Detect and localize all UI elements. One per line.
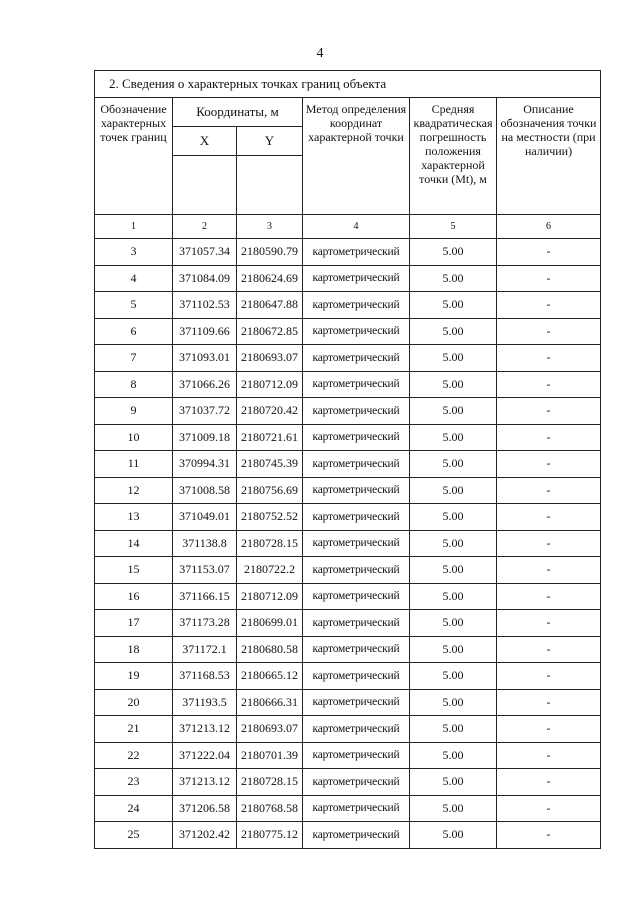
table-body — [95, 239, 601, 849]
point-number: 23 — [95, 769, 173, 796]
point-number: 25 — [95, 822, 173, 849]
accuracy-cell: 5.00 — [410, 610, 497, 637]
coordinate-x: 370994.31 — [173, 451, 237, 478]
accuracy-cell: 5.00 — [410, 557, 497, 584]
accuracy-cell: 5.00 — [410, 398, 497, 425]
coordinate-x: 371066.26 — [173, 371, 237, 398]
table-row — [95, 610, 601, 637]
coordinate-y: 2180728.15 — [237, 530, 303, 557]
point-number: 7 — [95, 345, 173, 372]
point-number: 9 — [95, 398, 173, 425]
coordinate-x: 371084.09 — [173, 265, 237, 292]
table-row — [95, 504, 601, 531]
point-number: 19 — [95, 663, 173, 690]
point-number: 3 — [95, 239, 173, 266]
table-row — [95, 795, 601, 822]
method-cell: картометрический — [303, 345, 410, 372]
point-number: 22 — [95, 742, 173, 769]
description-cell: - — [497, 716, 601, 743]
accuracy-cell: 5.00 — [410, 477, 497, 504]
coordinate-y: 2180699.01 — [237, 610, 303, 637]
coordinate-y: 2180745.39 — [237, 451, 303, 478]
table-row — [95, 557, 601, 584]
column-number: 2 — [173, 215, 237, 239]
point-number: 11 — [95, 451, 173, 478]
coordinate-x: 371037.72 — [173, 398, 237, 425]
method-cell: картометрический — [303, 610, 410, 637]
header-y: Y — [237, 127, 303, 156]
table-row — [95, 636, 601, 663]
header-point: Обозначение характерных точек границ — [95, 98, 173, 215]
coordinate-x: 371166.15 — [173, 583, 237, 610]
table-row — [95, 716, 601, 743]
point-number: 14 — [95, 530, 173, 557]
coordinate-x: 371109.66 — [173, 318, 237, 345]
description-cell: - — [497, 239, 601, 266]
method-cell: картометрический — [303, 398, 410, 425]
method-cell: картометрический — [303, 716, 410, 743]
method-cell: картометрический — [303, 451, 410, 478]
header-x-spacer — [173, 156, 237, 215]
method-cell: картометрический — [303, 583, 410, 610]
column-number-row — [95, 215, 601, 239]
description-cell: - — [497, 265, 601, 292]
coordinate-y: 2180624.69 — [237, 265, 303, 292]
table-row — [95, 398, 601, 425]
point-number: 13 — [95, 504, 173, 531]
accuracy-cell: 5.00 — [410, 795, 497, 822]
accuracy-cell: 5.00 — [410, 636, 497, 663]
coordinate-x: 371193.5 — [173, 689, 237, 716]
column-number: 6 — [497, 215, 601, 239]
coordinate-x: 371008.58 — [173, 477, 237, 504]
page-number: 4 — [316, 46, 324, 61]
coordinate-y: 2180693.07 — [237, 345, 303, 372]
table-row — [95, 345, 601, 372]
coordinate-x: 371206.58 — [173, 795, 237, 822]
header-x: X — [173, 127, 237, 156]
coordinate-y: 2180712.09 — [237, 583, 303, 610]
point-number: 5 — [95, 292, 173, 319]
method-cell: картометрический — [303, 795, 410, 822]
method-cell: картометрический — [303, 292, 410, 319]
point-number: 8 — [95, 371, 173, 398]
table-row — [95, 371, 601, 398]
accuracy-cell: 5.00 — [410, 292, 497, 319]
method-cell: картометрический — [303, 663, 410, 690]
accuracy-cell: 5.00 — [410, 663, 497, 690]
table-row — [95, 265, 601, 292]
accuracy-cell: 5.00 — [410, 318, 497, 345]
description-cell: - — [497, 318, 601, 345]
method-cell: картометрический — [303, 477, 410, 504]
coordinate-y: 2180728.15 — [237, 769, 303, 796]
table-row — [95, 663, 601, 690]
description-cell: - — [497, 769, 601, 796]
point-number: 24 — [95, 795, 173, 822]
accuracy-cell: 5.00 — [410, 769, 497, 796]
coordinate-x: 371222.04 — [173, 742, 237, 769]
description-cell: - — [497, 822, 601, 849]
table-row — [95, 769, 601, 796]
header-description: Описание обозначения точки на местности (при наличии) — [497, 98, 601, 215]
point-number: 17 — [95, 610, 173, 637]
header-y-spacer — [237, 156, 303, 215]
accuracy-cell: 5.00 — [410, 424, 497, 451]
coordinate-y: 2180722.2 — [237, 557, 303, 584]
section-title: 2. Сведения о характерных точках границ объекта — [95, 71, 601, 98]
point-number: 20 — [95, 689, 173, 716]
description-cell: - — [497, 610, 601, 637]
table-row — [95, 689, 601, 716]
method-cell: картометрический — [303, 504, 410, 531]
coordinate-y: 2180752.52 — [237, 504, 303, 531]
table-row — [95, 292, 601, 319]
coordinate-x: 371153.07 — [173, 557, 237, 584]
description-cell: - — [497, 345, 601, 372]
method-cell: картометрический — [303, 424, 410, 451]
description-cell: - — [497, 689, 601, 716]
accuracy-cell: 5.00 — [410, 239, 497, 266]
point-number: 12 — [95, 477, 173, 504]
table-row — [95, 822, 601, 849]
coordinate-x: 371093.01 — [173, 345, 237, 372]
point-number: 18 — [95, 636, 173, 663]
point-number: 10 — [95, 424, 173, 451]
coordinate-x: 371173.28 — [173, 610, 237, 637]
coordinate-y: 2180756.69 — [237, 477, 303, 504]
method-cell: картометрический — [303, 318, 410, 345]
description-cell: - — [497, 292, 601, 319]
coordinate-y: 2180721.61 — [237, 424, 303, 451]
table-row — [95, 583, 601, 610]
coordinate-y: 2180647.88 — [237, 292, 303, 319]
description-cell: - — [497, 424, 601, 451]
description-cell: - — [497, 742, 601, 769]
point-number: 6 — [95, 318, 173, 345]
coordinate-y: 2180666.31 — [237, 689, 303, 716]
coordinate-y: 2180720.42 — [237, 398, 303, 425]
accuracy-cell: 5.00 — [410, 716, 497, 743]
coordinate-x: 371168.53 — [173, 663, 237, 690]
column-number: 5 — [410, 215, 497, 239]
table-row — [95, 477, 601, 504]
description-cell: - — [497, 557, 601, 584]
accuracy-cell: 5.00 — [410, 451, 497, 478]
coordinate-x: 371009.18 — [173, 424, 237, 451]
coordinate-x: 371172.1 — [173, 636, 237, 663]
accuracy-cell: 5.00 — [410, 689, 497, 716]
coordinate-y: 2180672.85 — [237, 318, 303, 345]
description-cell: - — [497, 795, 601, 822]
description-cell: - — [497, 371, 601, 398]
table-row — [95, 239, 601, 266]
coordinate-x: 371213.12 — [173, 716, 237, 743]
accuracy-cell: 5.00 — [410, 530, 497, 557]
table-row — [95, 530, 601, 557]
description-cell: - — [497, 663, 601, 690]
coordinate-y: 2180665.12 — [237, 663, 303, 690]
coordinate-x: 371138.8 — [173, 530, 237, 557]
method-cell: картометрический — [303, 557, 410, 584]
point-number: 21 — [95, 716, 173, 743]
coordinate-y: 2180693.07 — [237, 716, 303, 743]
accuracy-cell: 5.00 — [410, 822, 497, 849]
column-number: 4 — [303, 215, 410, 239]
method-cell: картометрический — [303, 636, 410, 663]
column-number: 3 — [237, 215, 303, 239]
coordinate-y: 2180590.79 — [237, 239, 303, 266]
column-number: 1 — [95, 215, 173, 239]
description-cell: - — [497, 451, 601, 478]
description-cell: - — [497, 636, 601, 663]
point-number: 16 — [95, 583, 173, 610]
accuracy-cell: 5.00 — [410, 265, 497, 292]
header-method: Метод определения координат характерной точки — [303, 98, 410, 215]
coordinate-x: 371213.12 — [173, 769, 237, 796]
method-cell: картометрический — [303, 689, 410, 716]
table-row — [95, 318, 601, 345]
coordinate-y: 2180701.39 — [237, 742, 303, 769]
method-cell: картометрический — [303, 769, 410, 796]
coordinate-x: 371202.42 — [173, 822, 237, 849]
coordinate-y: 2180768.58 — [237, 795, 303, 822]
accuracy-cell: 5.00 — [410, 742, 497, 769]
point-number: 4 — [95, 265, 173, 292]
boundary-points-table — [94, 70, 601, 849]
table-row — [95, 451, 601, 478]
accuracy-cell: 5.00 — [410, 345, 497, 372]
method-cell: картометрический — [303, 822, 410, 849]
header-coordinates: Координаты, м — [173, 98, 303, 127]
description-cell: - — [497, 477, 601, 504]
accuracy-cell: 5.00 — [410, 504, 497, 531]
coordinate-x: 371049.01 — [173, 504, 237, 531]
table-row — [95, 424, 601, 451]
method-cell: картометрический — [303, 239, 410, 266]
description-cell: - — [497, 530, 601, 557]
point-number: 15 — [95, 557, 173, 584]
accuracy-cell: 5.00 — [410, 583, 497, 610]
coordinate-y: 2180775.12 — [237, 822, 303, 849]
coordinate-x: 371102.53 — [173, 292, 237, 319]
method-cell: картометрический — [303, 265, 410, 292]
method-cell: картометрический — [303, 371, 410, 398]
method-cell: картометрический — [303, 742, 410, 769]
header-accuracy: Средняя квадратическая погрешность положения характерной точки (Mt), м — [410, 98, 497, 215]
table-row — [95, 742, 601, 769]
description-cell: - — [497, 504, 601, 531]
coordinate-y: 2180680.58 — [237, 636, 303, 663]
description-cell: - — [497, 398, 601, 425]
coordinate-x: 371057.34 — [173, 239, 237, 266]
accuracy-cell: 5.00 — [410, 371, 497, 398]
coordinate-y: 2180712.09 — [237, 371, 303, 398]
description-cell: - — [497, 583, 601, 610]
method-cell: картометрический — [303, 530, 410, 557]
